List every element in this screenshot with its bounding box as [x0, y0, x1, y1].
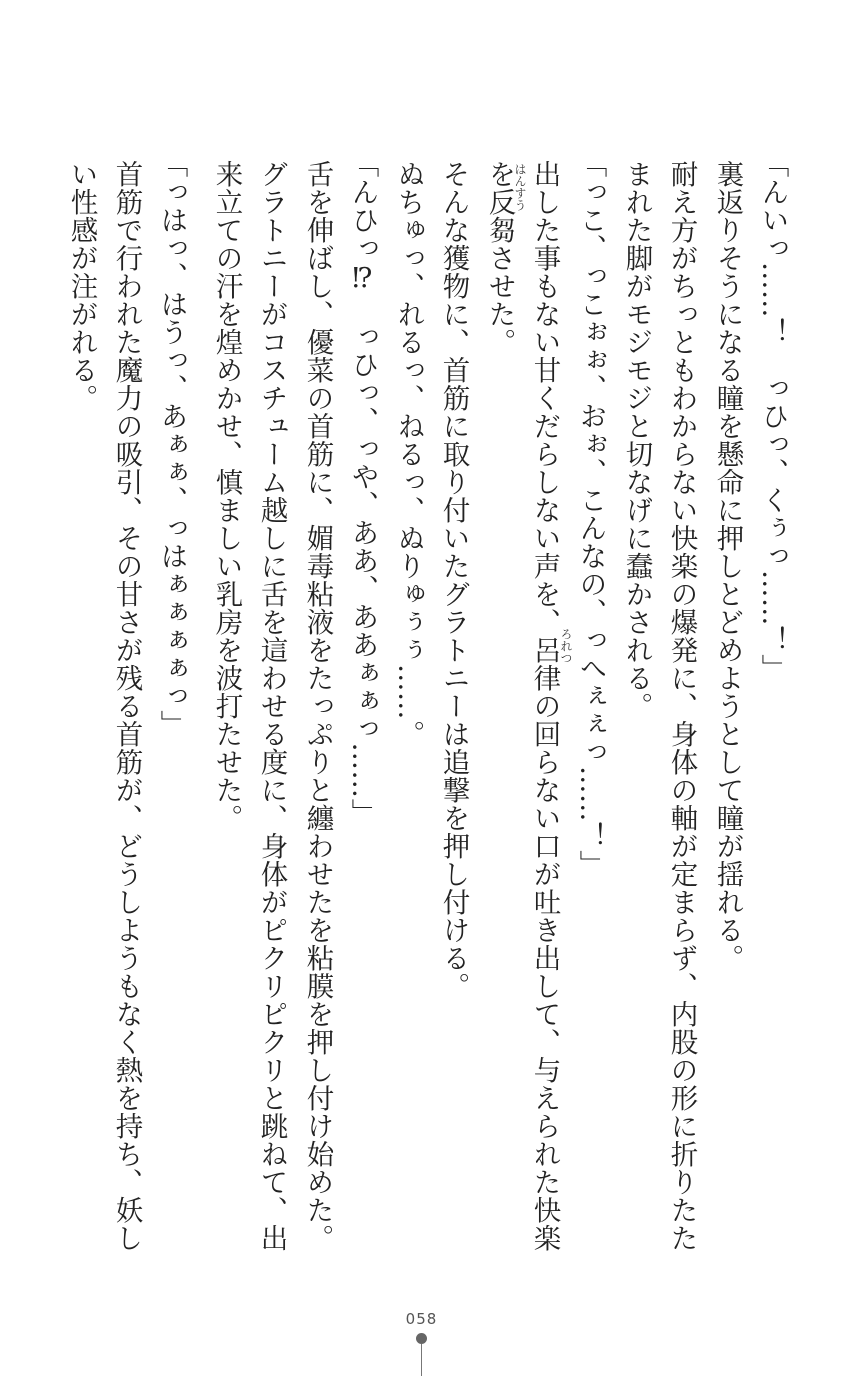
page-number: 058: [405, 1310, 438, 1328]
ruby-roretsu: ろれつ: [559, 628, 573, 664]
text-line-9: ぬちゅっ、れるっ、ねるっ、ぬりゅぅぅ……。: [392, 160, 425, 748]
text-line-3: 耐え方がちっともわからない快楽の爆発に、身体の軸が定まらず、内股の形に折りたた: [665, 160, 698, 1252]
text-line-2: 裏返りそうになる瞳を懸命に押しとどめようとして瞳が揺れる。: [711, 160, 744, 972]
text-line-13: 来立ての汗を煌めかせ、慎ましい乳房を波打たせた。: [210, 160, 243, 832]
ruby-hansuu: はんすう: [513, 163, 527, 211]
text-line-16: い性感が注がれる。: [65, 160, 98, 412]
text-line-5: 「っこ、っこぉぉ、おぉ、こんなの、っへぇぇっ……！」: [574, 150, 607, 878]
text-line-7: を反芻させた。: [483, 160, 516, 356]
page-marker-line: [421, 1344, 422, 1376]
text-line-6: 出した事もない甘くだらしない声を、呂律の回らない口が吐き出して、与えられた快楽: [528, 160, 561, 1252]
text-line-12: グラトニーがコスチューム越しに舌を這わせる度に、身体がピクリピクリと跳ねて、出: [255, 160, 288, 1252]
text-line-8: そんな獲物に、首筋に取り付いたグラトニーは追撃を押し付ける。: [437, 160, 470, 1000]
text-line-4: まれた脚がモジモジと切なげに蠢かされる。: [620, 160, 653, 720]
text-line-10: 「んひっ⁉ っひっ、っや、ああ、ああぁぁっ……」: [346, 150, 379, 827]
text-line-15: 首筋で行われた魔力の吸引、その甘さが残る首筋が、どうしようもなく熱を持ち、妖し: [110, 160, 143, 1252]
text-line-14: 「っはっ、はうっ、あぁぁ、っはぁぁぁぁっ」: [155, 150, 188, 738]
text-line-11: 舌を伸ばし、優菜の首筋に、媚毒粘液をたっぷりと纏わせたを粘膜を押し付け始めた。: [301, 160, 334, 1252]
page-marker-dot: [416, 1333, 427, 1344]
text-line-1: 「んいっ……！ っひっ、くぅっ……！」: [756, 150, 789, 682]
